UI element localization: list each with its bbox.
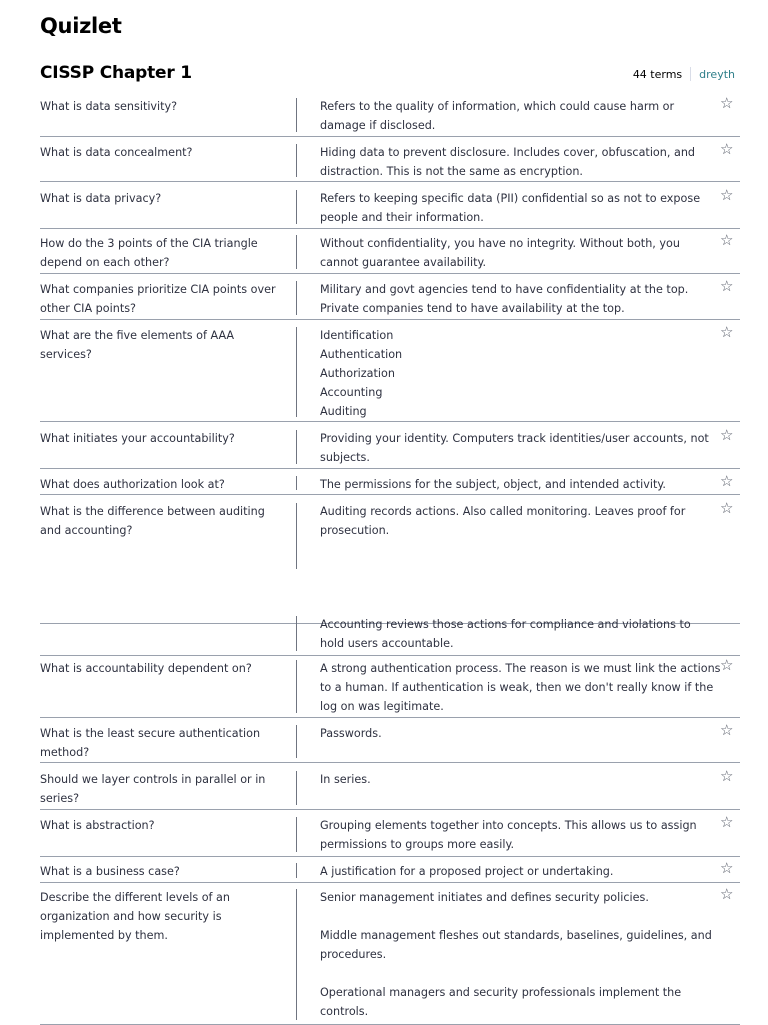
definition-line: Accounting reviews those actions for compliance and violations to: [320, 618, 691, 631]
card-definition: [320, 234, 704, 272]
definition-line: Auditing: [320, 405, 367, 418]
card-term: [40, 189, 285, 208]
definition-line: In series.: [320, 773, 371, 786]
card-row: [40, 499, 740, 624]
card-term: [40, 888, 285, 945]
definition-line: Providing your identity. Computers track identities/user accounts, not: [320, 432, 709, 445]
term-line: series?: [40, 792, 80, 805]
card-term: [40, 659, 285, 678]
definition-line: Grouping elements together into concepts. This allows us to assign: [320, 819, 697, 832]
definition-line: Senior management initiates and defines security policies.: [320, 891, 649, 904]
star-icon[interactable]: ☆: [720, 323, 734, 341]
definition-line: subjects.: [320, 451, 370, 464]
definition-line: Without confidentiality, you have no integrity. Without both, you: [320, 237, 680, 250]
definition-line: to a human. If authentication is weak, then we don't really know if the: [320, 681, 714, 694]
card-definition: [320, 143, 704, 181]
card-term: [40, 326, 285, 364]
card-divider: [296, 863, 297, 878]
card-term: [40, 234, 285, 272]
card-definition: [320, 502, 704, 540]
definition-line: procedures.: [320, 948, 387, 961]
card-divider: [296, 616, 297, 651]
card-divider: [296, 430, 297, 464]
card-definition: [320, 615, 704, 653]
star-icon[interactable]: ☆: [720, 472, 734, 490]
card-row: [40, 94, 740, 137]
card-definition: [320, 475, 704, 494]
definition-line: damage if disclosed.: [320, 119, 436, 132]
definition-line: Military and govt agencies tend to have confidentiality at the top.: [320, 283, 689, 296]
card-row: [40, 186, 740, 229]
card-row: [40, 323, 740, 422]
term-line: What is abstraction?: [40, 819, 155, 832]
definition-line: Identification: [320, 329, 394, 342]
card-term: [40, 280, 285, 318]
card-term: [40, 475, 285, 494]
star-icon[interactable]: ☆: [720, 94, 734, 112]
card-row: [40, 859, 740, 883]
card-row: [40, 721, 740, 763]
card-term: [40, 143, 285, 162]
star-icon[interactable]: ☆: [720, 885, 734, 903]
term-line: What companies prioritize CIA points over: [40, 283, 276, 296]
star-icon[interactable]: ☆: [720, 426, 734, 444]
term-line: What is the least secure authentication: [40, 727, 261, 740]
card-row: [40, 472, 740, 495]
term-line: What is accountability dependent on?: [40, 662, 252, 675]
card-definition: [320, 326, 704, 421]
term-line: and accounting?: [40, 524, 133, 537]
term-line: What is data concealment?: [40, 146, 193, 159]
card-row: [40, 612, 740, 656]
card-definition: [320, 770, 704, 789]
star-icon[interactable]: ☆: [720, 499, 734, 517]
term-line: What does authorization look at?: [40, 478, 225, 491]
set-title: CISSP Chapter 1: [40, 63, 192, 83]
card-term: [40, 97, 285, 116]
definition-line: The permissions for the subject, object, and intended activity.: [320, 478, 666, 491]
card-definition: [320, 429, 709, 467]
star-icon[interactable]: ☆: [720, 767, 734, 785]
star-icon[interactable]: ☆: [720, 656, 734, 674]
term-line: implemented by them.: [40, 929, 168, 942]
definition-line: permissions to groups more easily.: [320, 838, 515, 851]
definition-line: Auditing records actions. Also called monitoring. Leaves proof for: [320, 505, 686, 518]
card-divider: [296, 503, 297, 569]
term-line: Describe the different levels of an: [40, 891, 230, 904]
card-definition: [320, 862, 704, 881]
card-row: [40, 140, 740, 182]
card-row: [40, 885, 740, 1025]
definition-line: hold users accountable.: [320, 637, 454, 650]
term-line: services?: [40, 348, 92, 361]
term-line: other CIA points?: [40, 302, 136, 315]
quizlet-logo[interactable]: Quizlet: [40, 14, 122, 38]
definition-line: [320, 907, 704, 926]
card-divider: [296, 98, 297, 132]
term-line: How do the 3 points of the CIA triangle: [40, 237, 258, 250]
card-divider: [296, 725, 297, 758]
card-divider: [296, 235, 297, 269]
card-definition: [320, 659, 721, 716]
term-line: What are the five elements of AAA: [40, 329, 235, 342]
card-divider: [296, 476, 297, 490]
card-divider: [296, 190, 297, 224]
card-term: [40, 724, 285, 762]
card-term: [40, 429, 285, 448]
card-definition: [320, 724, 704, 743]
definition-line: Authorization: [320, 367, 395, 380]
star-icon[interactable]: ☆: [720, 813, 734, 831]
term-count: 44 terms: [632, 67, 683, 81]
definition-line: cannot guarantee availability.: [320, 256, 487, 269]
card-divider: [296, 144, 297, 177]
star-icon[interactable]: ☆: [720, 859, 734, 877]
definition-line: prosecution.: [320, 524, 390, 537]
star-icon[interactable]: ☆: [720, 186, 734, 204]
card-term: [40, 770, 285, 808]
definition-line: log on was legitimate.: [320, 700, 444, 713]
card-row: [40, 767, 740, 810]
card-row: [40, 656, 740, 718]
term-line: organization and how security is: [40, 910, 222, 923]
card-definition: [320, 888, 712, 1021]
definition-line: [320, 964, 704, 983]
card-row: [40, 231, 740, 274]
term-line: What is the difference between auditing: [40, 505, 265, 518]
definition-line: controls.: [320, 1005, 369, 1018]
card-divider: [296, 660, 297, 713]
definition-line: distraction. This is not the same as encryption.: [320, 165, 583, 178]
definition-line: Operational managers and security professionals implement the: [320, 986, 682, 999]
card-definition: [320, 280, 704, 318]
definition-line: Refers to the quality of information, which could cause harm or: [320, 100, 675, 113]
card-divider: [296, 817, 297, 852]
definition-line: people and their information.: [320, 211, 484, 224]
term-line: Should we layer controls in parallel or in: [40, 773, 266, 786]
definition-line: Refers to keeping specific data (PII) confidential so as not to expose: [320, 192, 701, 205]
definition-line: Authentication: [320, 348, 403, 361]
card-divider: [296, 281, 297, 315]
card-definition: [320, 816, 704, 854]
term-line: What is data privacy?: [40, 192, 162, 205]
card-row: [40, 426, 740, 469]
card-divider: [296, 889, 297, 1020]
card-row: [40, 813, 740, 857]
definition-line: Passwords.: [320, 727, 382, 740]
star-icon[interactable]: ☆: [720, 231, 734, 249]
definition-line: A strong authentication process. The reason is we must link the actions: [320, 662, 721, 675]
card-term: [40, 862, 285, 881]
definition-line: Accounting: [320, 386, 383, 399]
card-term: [40, 816, 285, 835]
term-line: depend on each other?: [40, 256, 170, 269]
definition-line: Middle management fleshes out standards, baselines, guidelines, and: [320, 929, 712, 942]
term-line: What initiates your accountability?: [40, 432, 235, 445]
card-divider: [296, 771, 297, 805]
author-link[interactable]: dreyth: [699, 67, 735, 81]
card-row: [40, 277, 740, 320]
term-line: What is data sensitivity?: [40, 100, 178, 113]
card-definition: [320, 97, 704, 135]
definition-line: Hiding data to prevent disclosure. Includes cover, obfuscation, and: [320, 146, 696, 159]
card-definition: [320, 189, 704, 227]
term-line: What is a business case?: [40, 865, 180, 878]
star-icon[interactable]: ☆: [720, 277, 734, 295]
definition-line: A justification for a proposed project or undertaking.: [320, 865, 614, 878]
star-icon[interactable]: ☆: [720, 140, 734, 158]
definition-line: Private companies tend to have availability at the top.: [320, 302, 625, 315]
star-icon[interactable]: ☆: [720, 721, 734, 739]
term-line: method?: [40, 746, 90, 759]
card-term: [40, 502, 285, 540]
card-divider: [296, 327, 297, 417]
